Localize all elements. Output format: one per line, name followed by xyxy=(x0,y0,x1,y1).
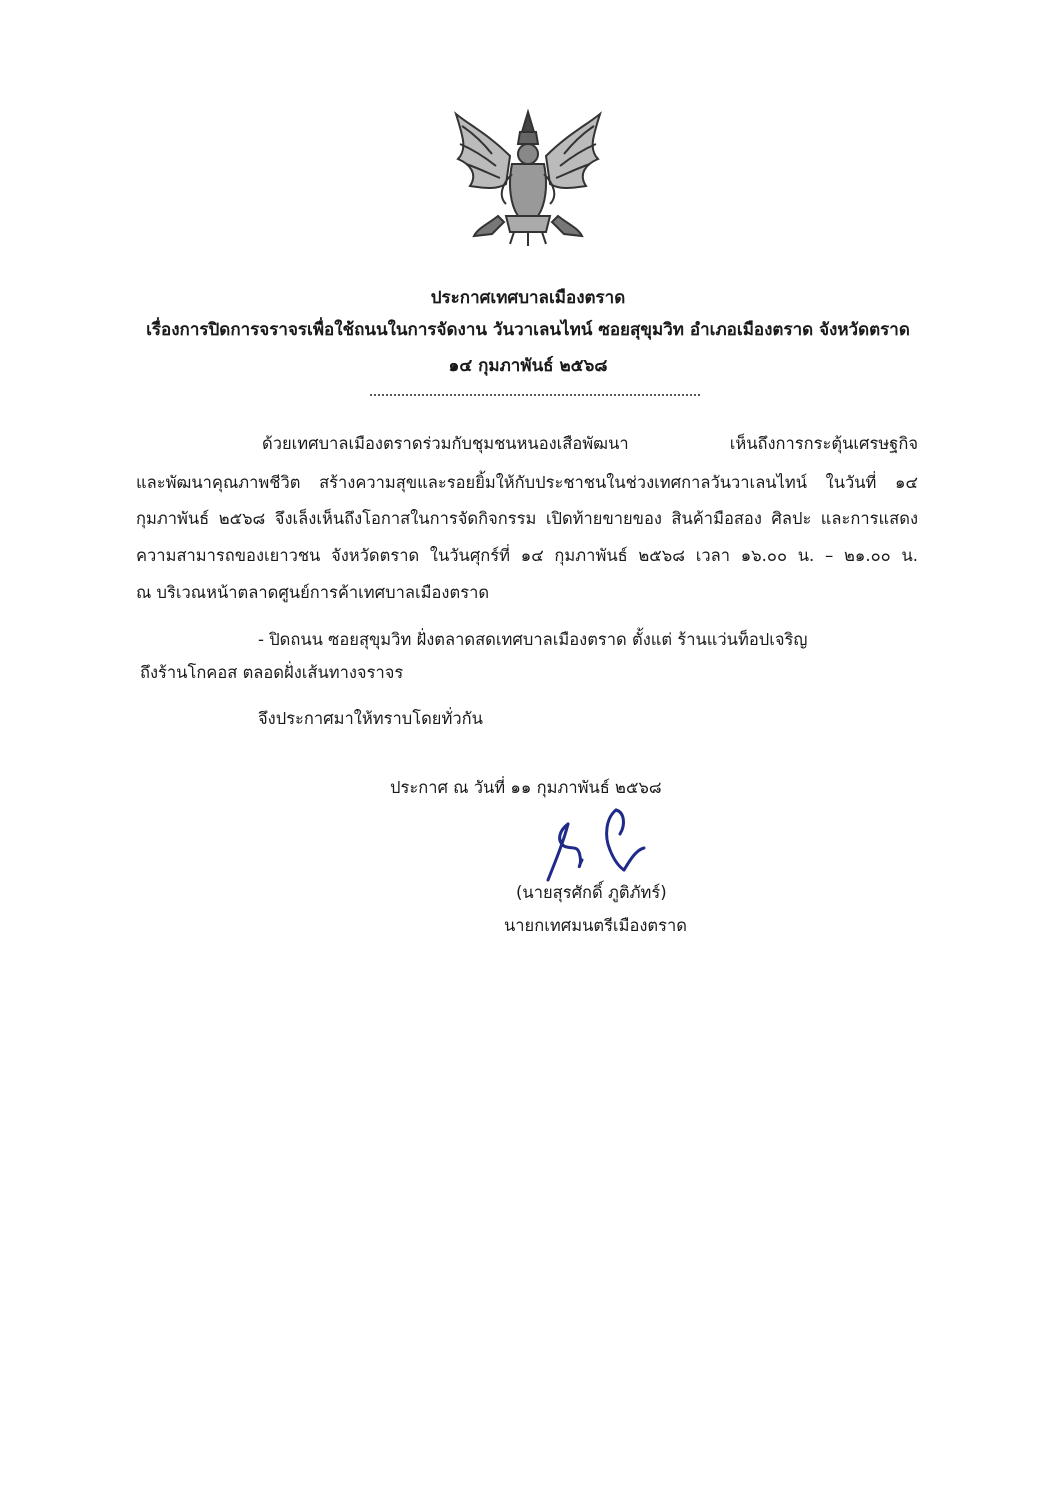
conclusion-text: จึงประกาศมาให้ทราบโดยทั่วกัน xyxy=(258,709,483,728)
closure-line: ถึงร้านโกคอส ตลอดฝั่งเส้นทางจราจร xyxy=(140,663,404,682)
dotted-divider xyxy=(370,394,700,396)
paragraph-line: ด้วยเทศบาลเมืองตราดร่วมกับชุมชนหนองเสือพัฒนา เห็นถึงการกระตุ้นเศรษฐกิจ xyxy=(262,434,918,453)
announcement-subject: เรื่องการปิดการจราจรเพื่อใช้ถนนในการจัดงาน วันวาเลนไทน์ ซอยสุขุมวิท อำเภอเมืองตราด จังหวัดตราด xyxy=(146,320,910,340)
paragraph-line: ณ บริเวณหน้าตลาดศูนย์การค้าเทศบาลเมืองตราด xyxy=(136,583,490,602)
signer-name: (นายสุรศักดิ์ ภูติภัทร์) xyxy=(516,883,667,902)
announced-date: ประกาศ ณ วันที่ ๑๑ กุมภาพันธ์ ๒๕๖๘ xyxy=(390,778,662,797)
announcement-date: ๑๔ กุมภาพันธ์ ๒๕๖๘ xyxy=(448,356,608,376)
closure-line: - ปิดถนน ซอยสุขุมวิท ฝั่งตลาดสดเทศบาลเมืองตราด ตั้งแต่ ร้านแว่นท็อปเจริญ xyxy=(258,630,808,649)
paragraph-line: กุมภาพันธ์ ๒๕๖๘ จึงเล็งเห็นถึงโอกาสในการจัดกิจกรรม เปิดท้ายขายของ สินค้ามือสอง ศิลปะ และการแสดง xyxy=(136,509,918,528)
announcement-title: ประกาศเทศบาลเมืองตราด xyxy=(430,288,626,308)
paragraph-line: ความสามารถของเยาวชน จังหวัดตราด ในวันศุกร์ที่ ๑๔ กุมภาพันธ์ ๒๕๖๘ เวลา ๑๖.๐๐ น. – ๒๑.๐๐ น. xyxy=(136,546,918,565)
paragraph-line: และพัฒนาคุณภาพชีวิต สร้างความสุขและรอยยิ้มให้กับประชาชนในช่วงเทศกาลวันวาเลนไทน์ ในวันที่ ๑๔ xyxy=(136,473,918,492)
garuda-emblem-icon xyxy=(448,104,608,254)
signer-position: นายกเทศมนตรีเมืองตราด xyxy=(504,916,687,935)
handwritten-signature-icon xyxy=(520,800,670,890)
